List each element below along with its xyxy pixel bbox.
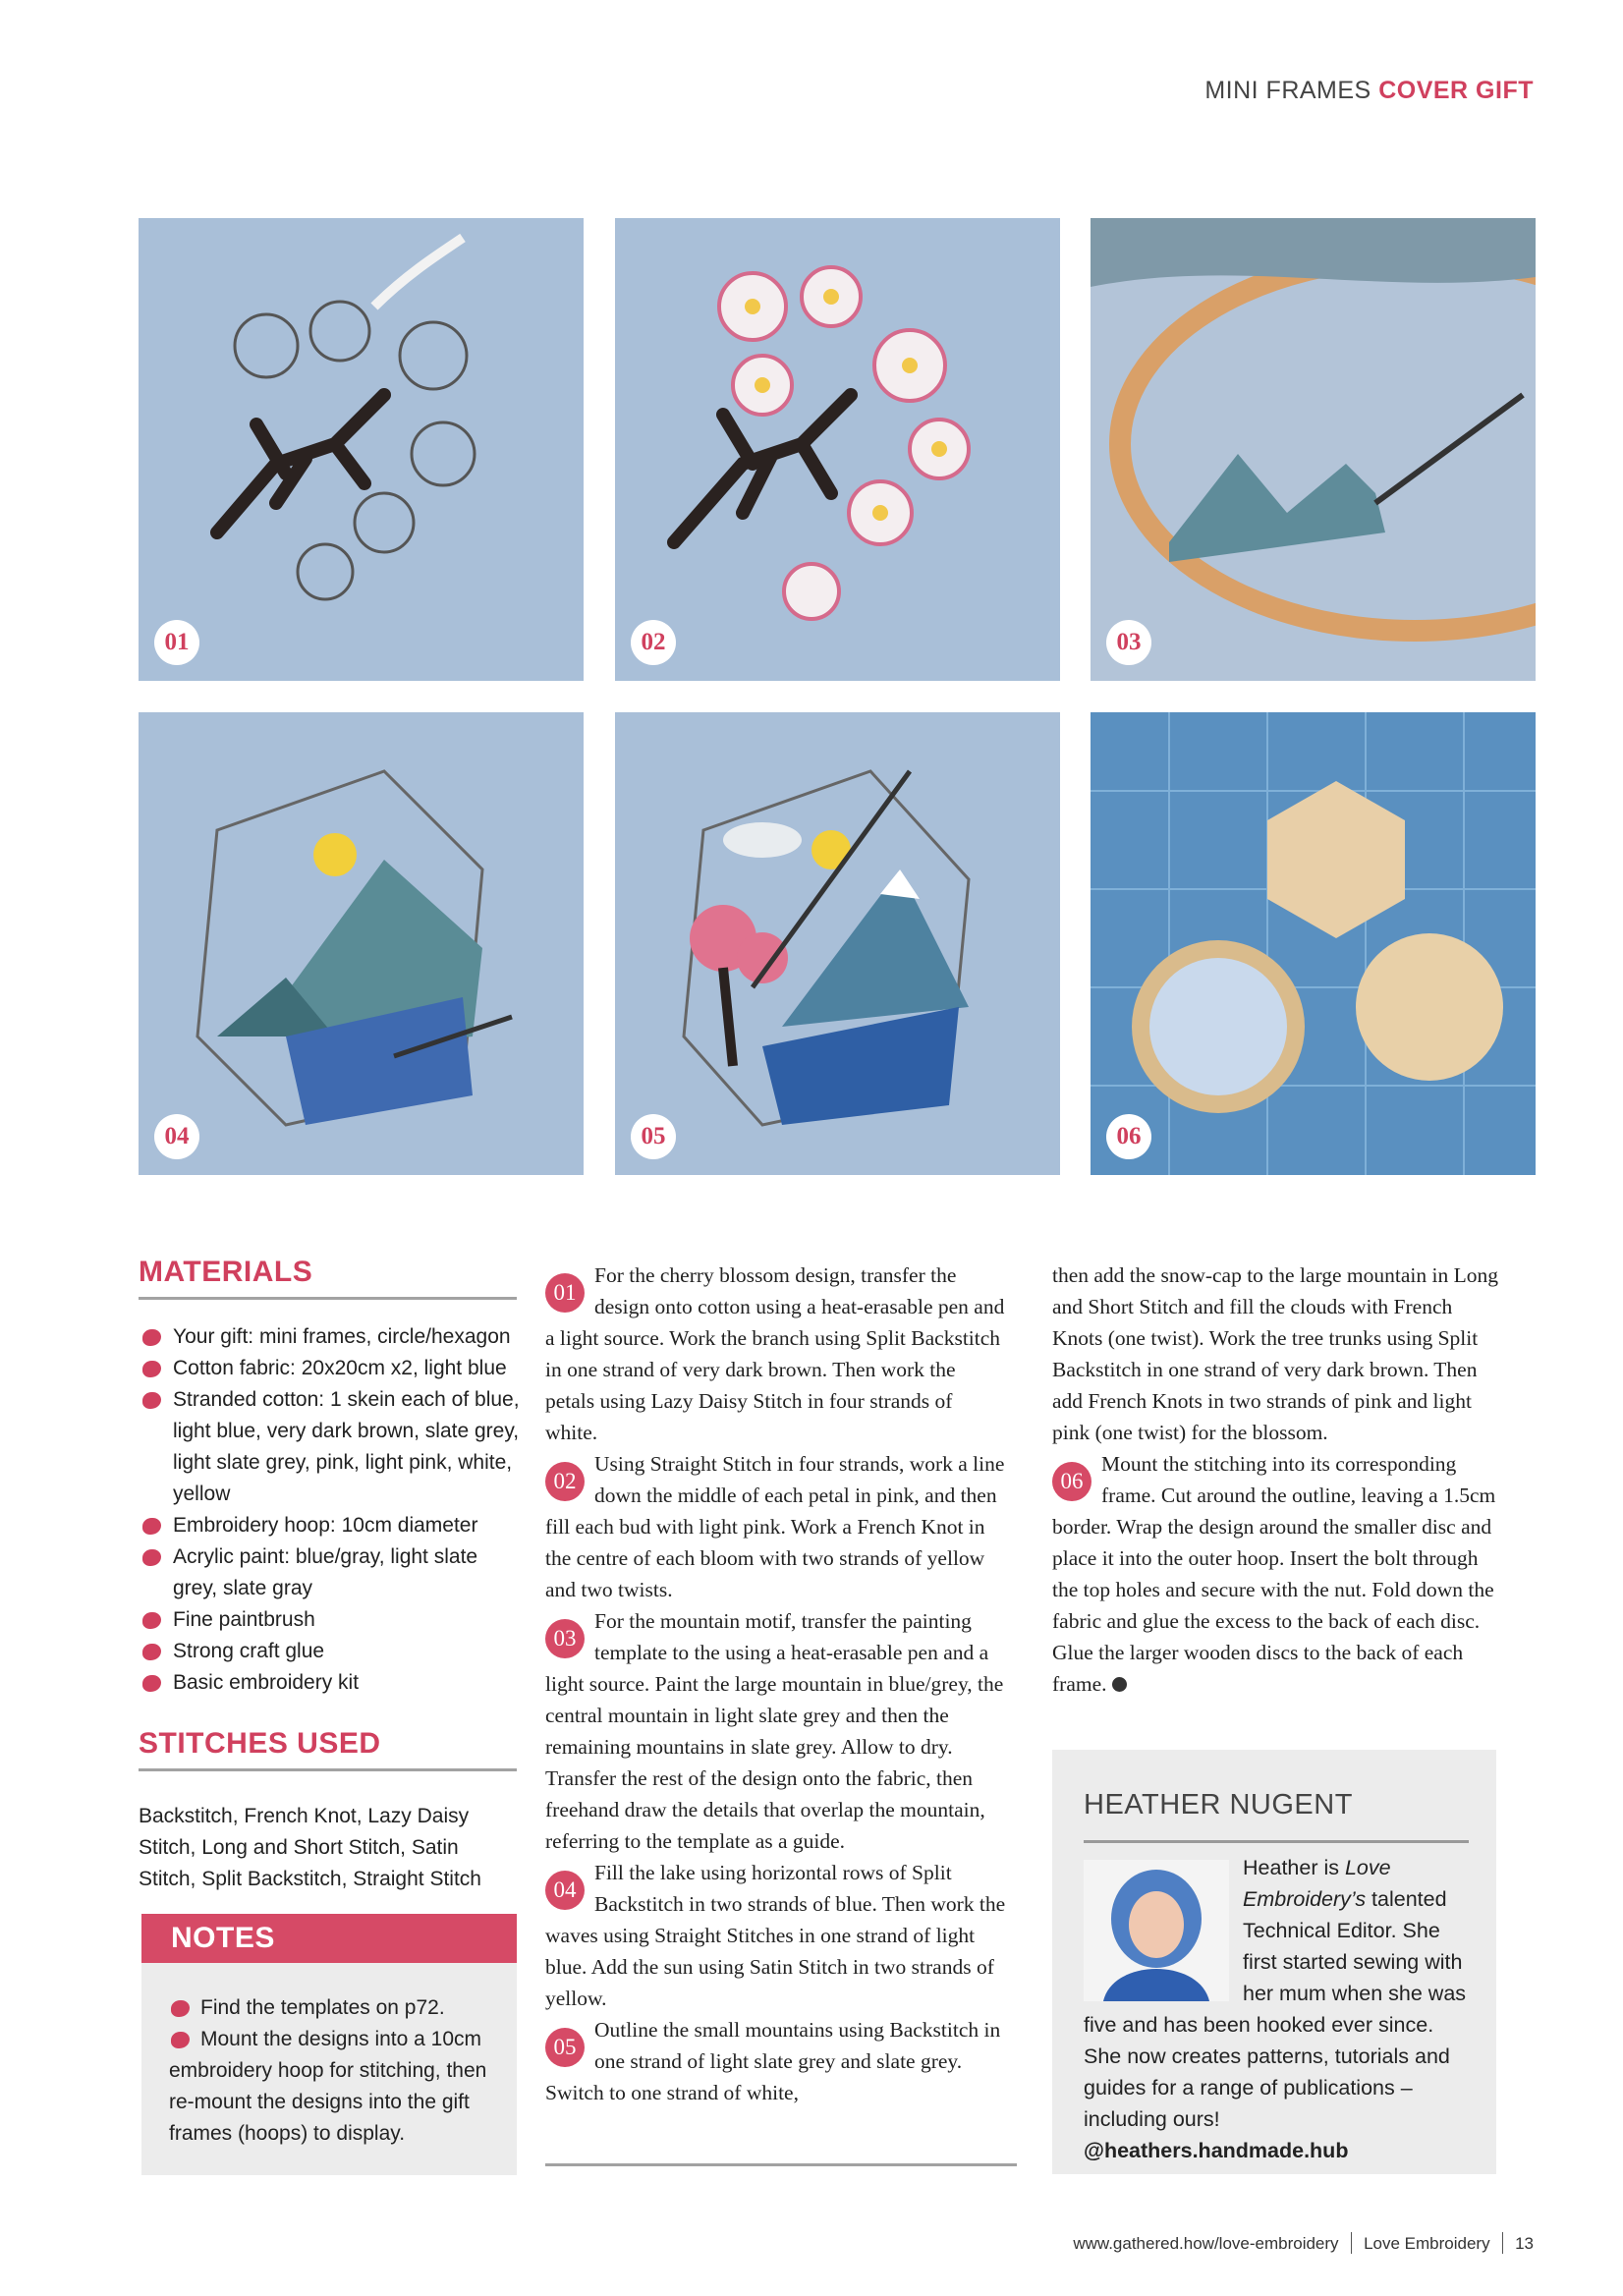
step-number-badge: 02 xyxy=(545,1462,585,1501)
instructions-column-2 xyxy=(1052,1260,1499,1700)
step-photo-04 xyxy=(139,712,584,1175)
bullet-icon xyxy=(142,1392,161,1409)
bio-text: Heather is Love Embroidery’s talented Technical Editor. She first started sewing with her mum when she was five and has been hooked ever since. She now creates patterns, tutorials and guides for a range of publications – including ours! @heathers.handmade.hub xyxy=(1084,1852,1477,2166)
step-number-badge: 05 xyxy=(545,2028,585,2067)
footer-url: www.gathered.how/love-embroidery xyxy=(1073,2234,1339,2253)
bullet-icon xyxy=(142,1675,161,1692)
cherry-outline-illustration xyxy=(139,218,584,681)
step-photo-03 xyxy=(1091,218,1536,681)
bullet-icon xyxy=(171,2000,190,2017)
photo-number-badge: 06 xyxy=(1106,1114,1151,1159)
step-photo-01 xyxy=(139,218,584,681)
header-highlight: COVER GIFT xyxy=(1378,77,1534,104)
step-02: 02 Using Straight Stitch in four strands, work a line down the middle of each petal in pink, and then fill each bud with light pink. Work a French Knot in the centre of each bloom with two strands of yellow and two twists. xyxy=(545,1452,1005,1601)
bullet-icon xyxy=(142,1361,161,1377)
header-section: MINI FRAMES xyxy=(1204,77,1371,104)
step-number-badge: 04 xyxy=(545,1871,585,1910)
step-number-badge: 01 xyxy=(545,1273,585,1313)
step-photo-06 xyxy=(1091,712,1536,1175)
footer-magazine: Love Embroidery xyxy=(1364,2234,1490,2253)
list-item: Find the templates on p72. xyxy=(169,1992,503,2024)
step-photo-02 xyxy=(615,218,1060,681)
step-photo-05 xyxy=(615,712,1060,1175)
step-number-badge: 03 xyxy=(545,1619,585,1658)
author-portrait-illustration xyxy=(1084,1860,1229,2001)
step-05: 05 Outline the small mountains using Backstitch in one strand of light slate grey and slate grey. Switch to one strand of white, xyxy=(545,2018,1001,2104)
list-item: Fine paintbrush xyxy=(139,1604,522,1636)
notes-heading: NOTES xyxy=(141,1914,517,1963)
page-footer xyxy=(1073,2232,1534,2254)
list-item: Embroidery hoop: 10cm diameter xyxy=(139,1510,522,1541)
finished-mountain-illustration xyxy=(615,712,1060,1175)
stitches-heading: STITCHES USED xyxy=(139,1727,381,1760)
photo-number-badge: 04 xyxy=(154,1114,199,1159)
mountain-lake-illustration xyxy=(139,712,584,1175)
list-item: Mount the designs into a 10cm embroidery hoop for stitching, then re-mount the designs into the gift frames (hoops) to display. xyxy=(169,2028,487,2145)
column-end-rule xyxy=(545,2163,1017,2166)
running-header xyxy=(1204,77,1534,105)
bullet-icon xyxy=(142,1518,161,1535)
list-item: Strong craft glue xyxy=(139,1636,522,1667)
step-04: 04 Fill the lake using horizontal rows of Split Backstitch in two strands of blue. Then work the waves using Straight Stitches in one strand of light blue. Add the sun using Satin Stitch in two strands of yellow. xyxy=(545,1861,1006,2010)
notes-list xyxy=(169,1992,503,2150)
materials-rule xyxy=(139,1297,517,1300)
end-mark-icon xyxy=(1112,1677,1127,1692)
bullet-icon xyxy=(142,1644,161,1660)
materials-heading: MATERIALS xyxy=(139,1256,313,1288)
bullet-icon xyxy=(142,1549,161,1566)
materials-list xyxy=(139,1321,522,1699)
notes-box xyxy=(141,1914,517,2175)
footer-divider xyxy=(1351,2232,1353,2254)
wooden-frames-illustration xyxy=(1091,712,1536,1175)
stitches-list: Backstitch, French Knot, Lazy Daisy Stitch, Long and Short Stitch, Satin Stitch, Split Backstitch, Straight Stitch xyxy=(139,1805,481,1890)
list-item: Basic embroidery kit xyxy=(139,1667,522,1699)
bio-heading: HEATHER NUGENT xyxy=(1084,1789,1353,1820)
author-photo xyxy=(1084,1860,1229,2001)
list-item: Acrylic paint: blue/gray, light slate grey, slate gray xyxy=(139,1541,522,1604)
photo-number-badge: 01 xyxy=(154,620,199,665)
author-bio-box xyxy=(1052,1750,1496,2174)
bio-rule xyxy=(1084,1840,1469,1843)
list-item: Stranded cotton: 1 skein each of blue, light blue, very dark brown, slate grey, light slate grey, pink, light pink, white, yellow xyxy=(139,1384,522,1510)
photo-number-badge: 02 xyxy=(631,620,676,665)
bullet-icon xyxy=(171,2032,190,2048)
painting-hoop-illustration xyxy=(1091,218,1536,681)
photo-number-badge: 03 xyxy=(1106,620,1151,665)
magazine-name: Love Embroidery’s xyxy=(1243,1856,1391,1911)
social-handle: @heathers.handmade.hub xyxy=(1084,2139,1349,2162)
footer-divider xyxy=(1502,2232,1504,2254)
stitches-rule xyxy=(139,1768,517,1771)
bullet-icon xyxy=(142,1329,161,1346)
list-item: Cotton fabric: 20x20cm x2, light blue xyxy=(139,1353,522,1384)
page-number: 13 xyxy=(1515,2234,1534,2253)
list-item: Your gift: mini frames, circle/hexagon xyxy=(139,1321,522,1353)
step-05-continuation: then add the snow-cap to the large mountain in Long and Short Stitch and fill the clouds with French Knots (one twist). Work the tree trunks using Split Backstitch in one strand of very dark brown. Then add French Knots in two strands of pink and light pink (one twist) for the blossom. xyxy=(1052,1263,1498,1444)
step-03: 03 For the mountain motif, transfer the painting template to the using a heat-erasable pen and a light source. Paint the large mountain in blue/grey, the central mountain in light slate grey and then the remaining mountains in slate grey. Allow to dry. Transfer the rest of the design onto the fabric, then freehand draw the details that overlap the mountain, referring to the template as a guide. xyxy=(545,1609,1004,1853)
step-01: 01 For the cherry blossom design, transfer the design onto cotton using a heat-erasable pen and a light source. Work the branch using Split Backstitch in one strand of very dark brown. Then work the petals using Lazy Daisy Stitch in four strands of white. xyxy=(545,1263,1005,1444)
photo-number-badge: 05 xyxy=(631,1114,676,1159)
cherry-blossom-illustration xyxy=(615,218,1060,681)
bullet-icon xyxy=(142,1612,161,1629)
step-number-badge: 06 xyxy=(1052,1462,1091,1501)
instructions-column-1 xyxy=(545,1260,1007,2108)
step-06: 06 Mount the stitching into its corresponding frame. Cut around the outline, leaving a 1.5cm border. Wrap the design around the smaller disc and place it into the outer hoop. Insert the bolt through the top holes and secure with the nut. Fold down the fabric and glue the excess to the back of each disc. Glue the larger wooden discs to the back of each frame. xyxy=(1052,1452,1496,1696)
